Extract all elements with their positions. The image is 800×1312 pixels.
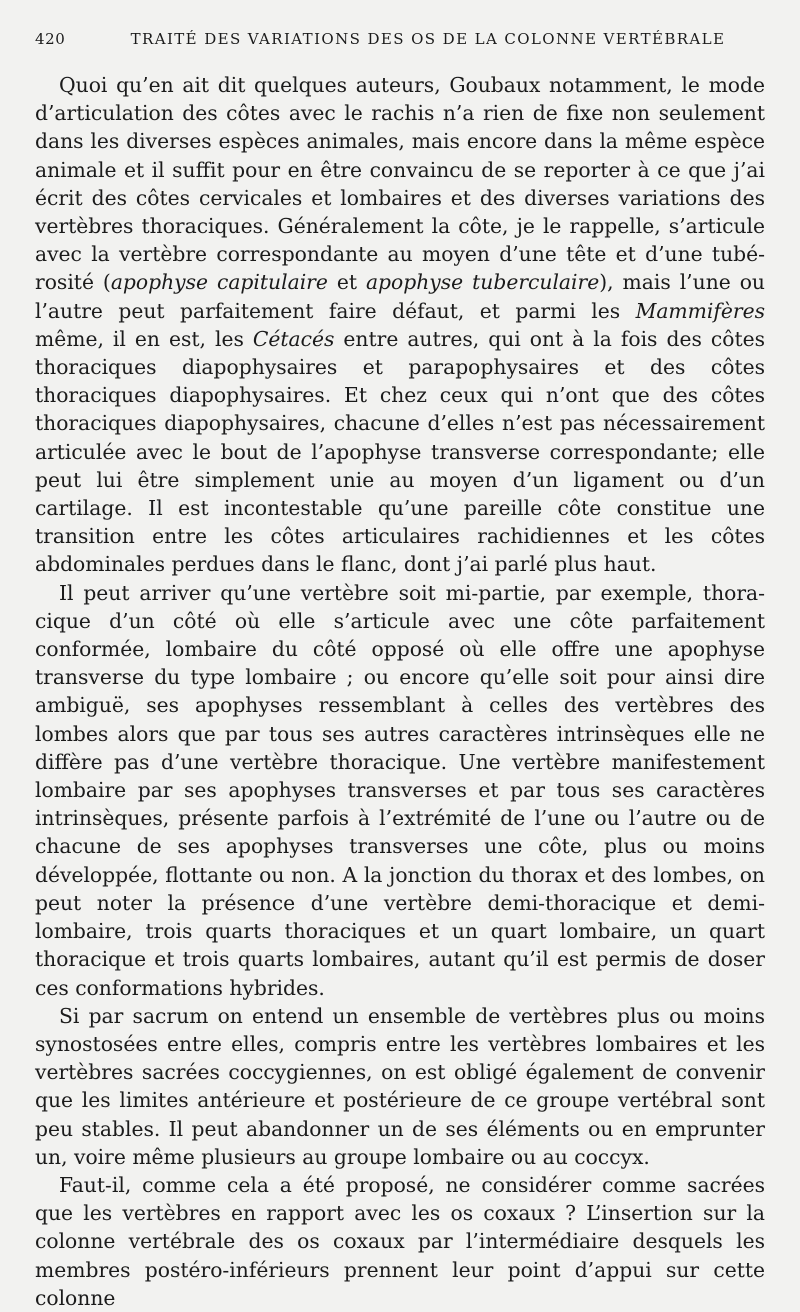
paragraph-4: Faut-il, comme cela a été proposé, ne considérer comme sacrées que les vertèbres en rapport avec les os coxaux ? L’insertion sur la colonne vertébrale des os coxaux par l’intermédiaire desquels les membres postéro-inférieurs prennent leur point d’appui sur cette colonne [35, 1172, 765, 1310]
paragraph-1-text-g: même, il en est, les [35, 326, 253, 351]
term-cetaces: Cétacés [252, 326, 335, 351]
paragraph-1 [35, 71, 765, 579]
term-mammiferes: Mammifères [635, 298, 765, 323]
page-number: 420 [35, 30, 66, 48]
running-title: TRAITÉ DES VARIATIONS DES OS DE LA COLONNE VERTÉBRALE [130, 30, 726, 48]
running-head [35, 30, 765, 60]
paragraph-1-text-e: ), mais l’une ou l’autre peut parfaitement faire défaut, et parmi les [35, 270, 765, 323]
paragraph-3: Si par sacrum on entend un ensemble de vertèbres plus ou moins synostosées entre elles, compris entre les vertèbres lombaires et les vertèbres sacrées coccygiennes, on est obligé également de convenir que les limites antérieure et postérieure de ce groupe vertébral sont peu stables. Il peut abandonner un de ses éléments ou en emprunter un, voire même plusieurs au groupe lombaire ou au coccyx. [35, 1003, 765, 1169]
paragraph-1-text-i: entre autres, qui ont à la fois des côtes thoraciques diapophysaires et parapophysaires et des côtes thoraciques diapophysaires. Et chez ceux qui n’ont que des côtes thoraciques diapophysaires, chacune d’elles n’est pas nécessairement articulée avec le bout de l’apophyse transverse correspondante; elle peut lui être simplement unie au moyen d’un ligament ou d’un cartilage. Il est incontestable qu’une pareille côte constitue une transition entre les côtes articulaires rachidiennes et les côtes abdominales perdues dans le flanc, dont j’ai parlé plus haut. [35, 326, 766, 577]
body-text [35, 71, 765, 1312]
paragraph-1-text-a: Quoi qu’en ait dit quelques auteurs, Goubaux notamment, le mode d’articulation des côtes avec le rachis n’a rien de fixe non seulement dans les diverses espèces animales, mais encore dans la même espèce animale et il suffit pour en être convaincu de se reporter à ce que j’ai écrit des côtes cervicales et lombaires et des diverses variations des vertèbres thoraciques. Généralement la côte, je le rappelle, s’articule avec la vertèbre correspondante au moyen d’une tête et d’une tubérosité ( [35, 73, 765, 295]
paragraph-1-text-c: et [327, 270, 366, 295]
term-apophyse-capitulaire: apophyse capitulaire [110, 270, 328, 295]
paragraph-2: Il peut arriver qu’une vertèbre soit mi-partie, par exemple, thoracique d’un côté où elle s’articule avec une côte parfaitement conformée, lombaire du côté opposé où elle offre une apophyse transverse du type lombaire ; ou encore qu’elle soit pour ainsi dire ambiguë, ses apophyses ressemblant à celles des vertèbres des lombes alors que par tous ses autres caractères intrinsèques elle ne diffère pas d’une vertèbre thoracique. Une vertèbre manifestement lombaire par ses apophyses transverses et par tous ses caractères intrinsèques, présente parfois à l’extrémité de l’une ou l’autre ou de chacune de ses apophyses transverses une côte, plus ou moins développée, flottante ou non. A la jonction du thorax et des lombes, on peut noter la présence d’une vertèbre demi-thoracique et demi-lombaire, trois quarts thoraciques et un quart lombaire, un quart thoracique et trois quarts lombaires, autant qu’il est permis de doser ces conformations hybrides. [35, 580, 765, 1000]
term-apophyse-tuberculaire: apophyse tuberculaire [365, 270, 600, 295]
